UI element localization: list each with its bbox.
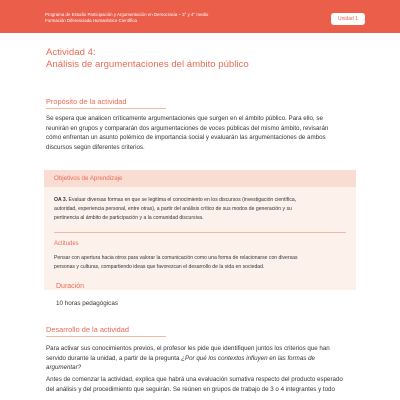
program-header: [45, 12, 275, 24]
unit-badge: Unidad 1: [331, 13, 365, 25]
purpose-underline: [46, 108, 166, 109]
activity-title: [46, 47, 249, 71]
activity-number: Actividad 4:: [46, 47, 96, 58]
oa-text: [54, 196, 346, 223]
duration-heading: Duración: [56, 283, 85, 290]
objectives-box: [44, 170, 356, 290]
development-underline: [46, 336, 166, 337]
purpose-text: Se espera que analicen críticamente argumentaciones que surgen en el ámbito público. Para ello, se reunirán en grupos y compararán dos argumentaciones de voces públicas del mismo ámbito, revisarán cómo enfrentan un asunto polémico de importancia social y evaluarán las argumentaciones de ambos discursos según diferentes criterios.: [46, 115, 329, 151]
development-paragraph-2: Antes de comenzar la actividad, explica que habrá una evaluación sumativa respecto del producto esperado del análisis y del procedimiento que seguirán. Se reúnen en grupos de trabajo de 3 o 4 integrantes y todo: [46, 376, 343, 393]
development-p1-text: Para activar sus conocimientos previos, el profesor les pide que identifiquen juntos los criterios que han servido durante la unidad, a partir de la pregunta: [46, 345, 330, 362]
objectives-heading: Objetivos de Aprendizaje: [54, 175, 123, 182]
attitudes-text: Pensar con apertura hacia otros para valorar la comunicación como una forma de relacionarse con diversas personas y culturas, compartiendo ideas que favorezcan el desarrollo de la vida en sociedad.: [54, 255, 298, 270]
attitudes-heading: Actitudes: [54, 241, 79, 247]
purpose-heading: Propósito de la actividad: [46, 97, 127, 106]
oa-description: Evaluar diversas formas en que se legitima el conocimiento en los discursos (investigación científica, autoridad, experiencia personal, entre otras), a partir del análisis crítico de sus modos de generación y su pertinencia al ámbito de participación y a la comunidad discursiva.: [54, 197, 297, 221]
development-p1-question: ¿Por qué los contextos influyen en las formas de argumentar?: [46, 354, 315, 372]
development-paragraph-1: [46, 344, 356, 373]
duration-value: 10 horas pedagógicas: [56, 300, 118, 307]
development-heading: Desarrollo de la actividad: [46, 325, 129, 334]
oa-code: OA 3.: [54, 197, 68, 203]
objectives-divider: [54, 232, 346, 233]
activity-name: Análisis de argumentaciones del ámbito público: [46, 59, 249, 70]
program-line-1: Programa de Estudio Participación y Argumentación en Democracia – 3° y 4° medio: [45, 12, 209, 17]
program-line-2: Formación Diferenciada Humanístico-Científica: [45, 18, 137, 23]
